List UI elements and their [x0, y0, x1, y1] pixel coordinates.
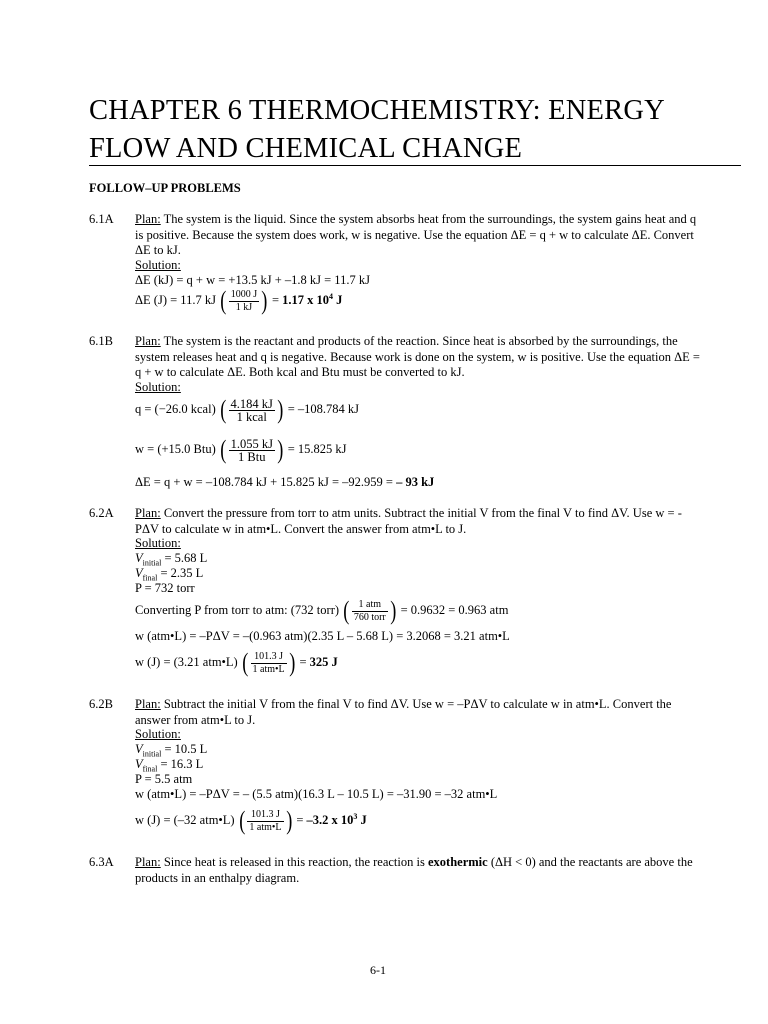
- conversion-fraction: $\frac{4.184 kJ}{\text{1 kcal}}$: [230, 396, 273, 424]
- solution-label: Solution:: [135, 727, 181, 741]
- equation-line-fraction: w (J) = (–32 atm•L) ( $\frac{101.3 J}{\text{1 atm•L}}$ ) = –3.2 x $10^3$ J: [135, 806, 367, 835]
- problem-6-2b-plan: Plan: Subtract the initial V from the final V to find ΔV. Use w = –PΔV to calculate w in atm•L. Convert the answer from atm•L to J.: [135, 697, 672, 727]
- conversion-fraction: $\frac{1.055 kJ}{\text{1 Btu}}$: [230, 436, 273, 464]
- given-value: $V_{final} = 2.35$ L: [135, 566, 204, 583]
- chapter-title-line-1: CHAPTER 6 THERMOCHEMISTRY: ENERGY: [89, 95, 665, 126]
- chapter-title-line-2: FLOW AND CHEMICAL CHANGE: [89, 133, 523, 164]
- given-value: P = 5.5 atm: [135, 772, 193, 786]
- problem-number-6-3a: 6.3A: [89, 855, 114, 869]
- problem-6-2a-plan: Plan: Convert the pressure from torr to atm units. Subtract the initial V from the final V to find ΔV. Use w = -PΔV to calculate w in atm•L. Convert the answer from atm•L to J.: [135, 506, 682, 536]
- conversion-fraction: $\frac{1000 J}{1 kJ}$: [230, 288, 258, 313]
- given-value: $V_{initial} = 5.68$ L: [135, 551, 208, 568]
- problem-6-1a-plan: [135, 212, 705, 259]
- solution-label: Solution:: [135, 536, 181, 550]
- chapter-title: [89, 92, 729, 168]
- solution-label: Solution:: [135, 258, 181, 272]
- problem-number-6-2a: 6.2A: [89, 506, 114, 520]
- problem-6-1b-plan: Plan: The system is the reactant and products of the reaction. Since heat is absorbed by the surroundings, the system releases heat and q is negative. Because work is done on the system, w is positive. Use the equation ΔE = q + w to calculate ΔE. Both kcal and Btu must be converted to kJ.: [135, 334, 700, 379]
- problem-number-6-1b: 6.1B: [89, 334, 113, 348]
- plan-text: The system is the liquid. Since the system absorbs heat from the surroundings, the system gains heat and q is positive. Because the system does work, w is negative. Use the equation ΔE = q + w to calculate ΔE. Convert ΔE to kJ.: [135, 212, 697, 257]
- equation-line: w (atm•L) = –PΔV = – (5.5 atm)(16.3 L – 10.5 L) = –31.90 = –32 atm•L: [135, 787, 498, 801]
- problem-6-3a-plan: Plan: Since heat is released in this reaction, the reaction is exothermic (ΔH < 0) and the reactants are above the products in an enthalpy diagram.: [135, 855, 693, 885]
- equation-line-fraction: w = (+15.0 Btu) ( $\frac{1.055 kJ}{\text{1 Btu}}$ ) = 15.825 kJ: [135, 435, 347, 464]
- section-heading: FOLLOW–UP PROBLEMS: [89, 181, 241, 195]
- plan-label: Plan:: [135, 212, 161, 226]
- problem-number-6-2b: 6.2B: [89, 697, 113, 711]
- conversion-fraction: $\frac{101.3 J}{\text{1 atm•L}}$: [249, 808, 282, 833]
- conversion-fraction: $\frac{\text{1 atm}}{\text{760 torr}}$: [353, 598, 386, 623]
- given-value: $V_{final} = 16.3$ L: [135, 757, 204, 774]
- equation-line: w (atm•L) = –PΔV = –(0.963 atm)(2.35 L – 5.68 L) = 3.2068 = 3.21 atm•L: [135, 629, 510, 643]
- page-number: 6-1: [370, 963, 386, 977]
- equation-line: ΔE (kJ) = q + w = +13.5 kJ + –1.8 kJ = 11.7 kJ: [135, 273, 370, 287]
- given-value: P = 732 torr: [135, 581, 195, 595]
- title-divider: [89, 165, 741, 166]
- equation-line-fraction: ΔE (J) = 11.7 kJ ( $\frac{1000 J}{1 kJ}$ ) = 1.17 x $10^4$ J: [135, 286, 343, 315]
- conversion-fraction: $\frac{101.3 J}{\text{1 atm•L}}$: [252, 650, 285, 675]
- problem-number-6-1a: 6.1A: [89, 212, 114, 226]
- equation-line-fraction: q = (−26.0 kcal) ( $\frac{4.184 kJ}{\text{1 kcal}}$ ) = –108.784 kJ: [135, 395, 360, 424]
- equation-line-fraction: w (J) = (3.21 atm•L) ( $\frac{101.3 J}{\text{1 atm•L}}$ ) = 325 J: [135, 648, 338, 677]
- given-value: $V_{initial} = 10.5$ L: [135, 742, 208, 759]
- equation-line: ΔE = q + w = –108.784 kJ + 15.825 kJ = –92.959 = – 93 kJ: [135, 475, 435, 489]
- equation-line-fraction: Converting P from torr to atm: (732 torr) ( $\frac{\text{1 atm}}{\text{760 torr}}$ ) = 0.9632 = 0.963 atm: [135, 596, 509, 625]
- solution-label: Solution:: [135, 380, 181, 394]
